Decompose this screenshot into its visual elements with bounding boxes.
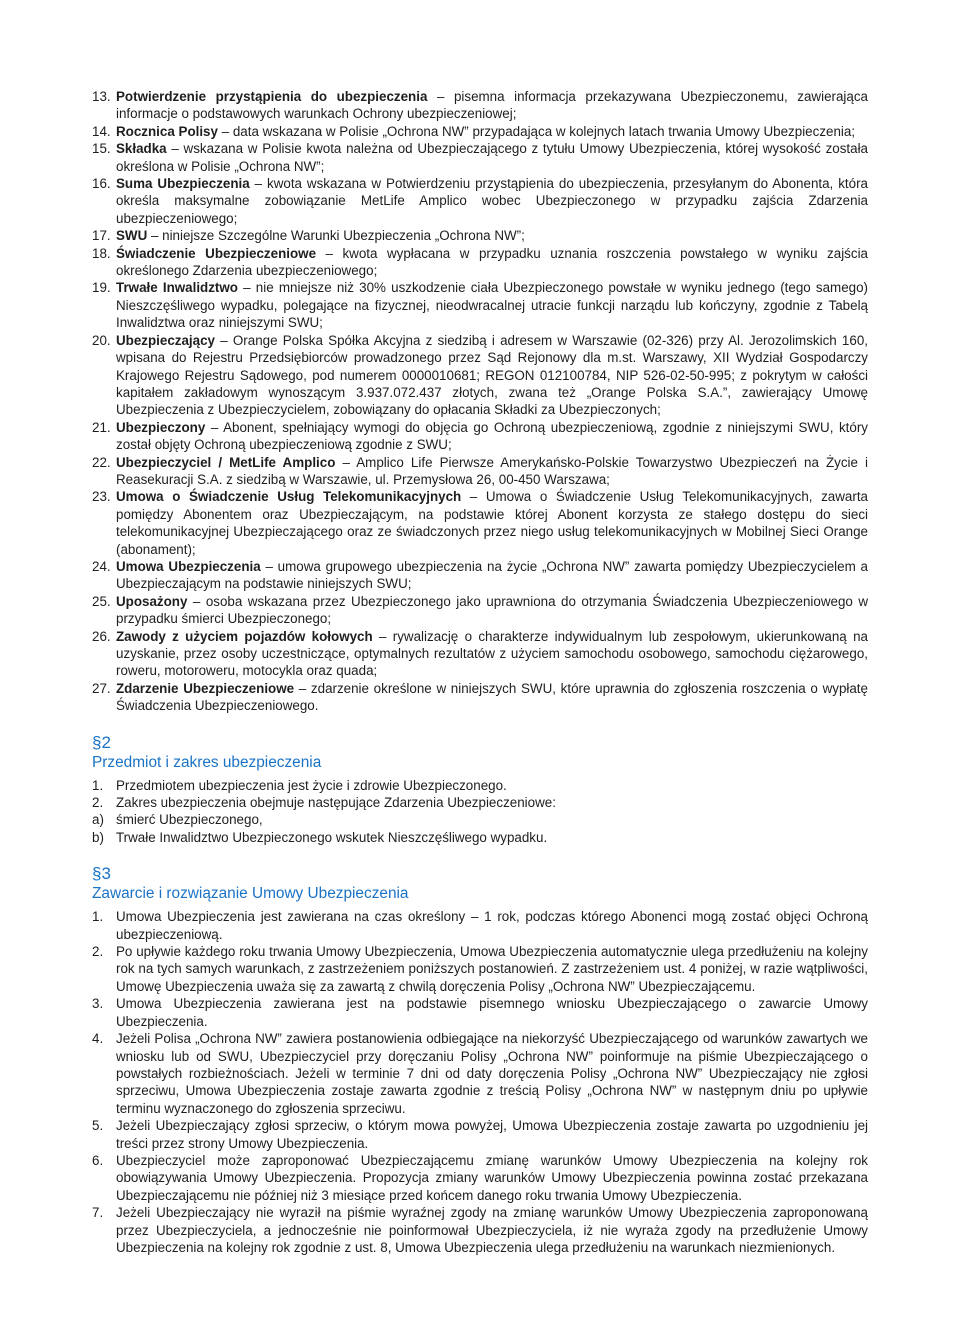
definition-number: 23. <box>92 489 111 505</box>
definition-text: – zdarzenie określone w niniejszych SWU, które uprawnia do zgłoszenia roszczenia o wypłatę Świadczenia Ubezpieczeniowego. <box>116 680 868 714</box>
definition-term: Ubezpieczony <box>116 419 206 435</box>
section-2-items <box>92 777 868 812</box>
definition-text: – wskazana w Polisie kwota należna od Ubezpieczającego z tytułu Umowy Ubezpieczenia, której wysokość została określona w Polisie „Ochrona NW”; <box>116 141 868 174</box>
sub-list-item-number: a) <box>92 812 104 828</box>
sub-list-item <box>92 811 868 828</box>
definition-text: – pisemna informacja przekazywana Ubezpieczonemu, zawierająca informacje o podstawowych warunkach Ochrony ubezpieczeniowej; <box>116 89 869 122</box>
definition-number: 14. <box>92 123 111 139</box>
definition-term: Umowa o Świadczenie Usług Telekomunikacyjnych <box>116 489 462 505</box>
list-item <box>92 794 868 811</box>
definitions-list <box>92 88 868 715</box>
section-3-number: §3 <box>92 864 111 884</box>
list-item <box>92 1030 868 1117</box>
definition-item <box>92 332 868 419</box>
sub-list-item-number: b) <box>92 829 104 845</box>
definition-text: – Abonent, spełniający wymogi do objęcia go Ochroną ubezpieczeniową, zgodnie z niniejszymi SWU, który został objęty Ochroną ubezpieczeniową zgodnie z SWU; <box>116 419 868 453</box>
definition-number: 21. <box>92 419 111 435</box>
list-item-number: 2. <box>92 944 104 960</box>
definition-text: – nie mniejsze niż 30% uszkodzenie ciała Ubezpieczonego powstałe w wyniku jednego (tego samego) Nieszczęśliwego wypadku, polegające na fizycznej, nieodwracalnej utracie funkcji narządu lub kończyny, zgodnie z Tabelą Inwalidztwa oraz niniejszymi SWU; <box>116 280 868 331</box>
definition-term: Zdarzenie Ubezpieczeniowe <box>116 680 295 696</box>
definition-number: 16. <box>92 176 111 192</box>
list-item <box>92 1152 868 1204</box>
list-item-text: Po upływie każdego roku trwania Umowy Ubezpieczenia, Umowa Ubezpieczenia automatycznie ulega przedłużeniu na kolejny rok na tych samych warunkach, z zastrzeżeniem poniższych postanowień. Z zastrzeżeniem ust. 4 poniżej, w razie wątpliwości, Umowę Ubezpieczenia uważa się za zawartą z chwilą doręczenia Polisy „Ochrona NW” Ubezpieczającemu. <box>116 944 868 994</box>
definition-term: Potwierdzenie przystąpienia do ubezpieczenia <box>116 89 428 104</box>
section-2-number: §2 <box>92 732 111 752</box>
list-item-text: Jeżeli Ubezpieczający nie wyraził na piśmie wyraźnej zgody na zmianę warunków Umowy Ubezpieczenia zaproponowaną przez Ubezpieczyciela, a jednocześnie nie poinformował Ubezpieczyciela, iż nie wyraża zgody na przedłużenie Umowy Ubezpieczenia na kolejny rok zgodnie z ust. 8, Umowa Ubezpieczenia ulega przedłużeniu na warunkach niezmienionych. <box>116 1205 868 1255</box>
definition-number: 19. <box>92 280 111 296</box>
list-item <box>92 1117 868 1152</box>
list-item-number: 3. <box>92 996 104 1012</box>
list-item-number: 4. <box>92 1031 104 1047</box>
definition-term: Świadczenie Ubezpieczeniowe <box>116 245 317 261</box>
definition-text: – Amplico Life Pierwsze Amerykańsko-Polskie Towarzystwo Ubezpieczeń na Życie i Reasekuracji S.A. z siedzibą w Warszawie, ul. Przemysłowa 26, 00-450 Warszawa; <box>116 454 868 487</box>
list-item-number: 1. <box>92 777 104 793</box>
definition-term: Umowa Ubezpieczenia <box>116 558 261 574</box>
list-item-text: Umowa Ubezpieczenia jest zawierana na czas określony – 1 rok, podczas którego Abonenci mogą zostać objęci Ochroną ubezpieczeniową. <box>116 909 868 942</box>
list-item-number: 2. <box>92 795 104 811</box>
section-2-title: Przedmiot i zakres ubezpieczenia <box>92 753 322 771</box>
definition-item <box>92 454 868 489</box>
section-2 <box>92 733 868 847</box>
definition-text: – umowa grupowego ubezpieczenia na życie „Ochrona NW” zawarta pomiędzy Ubezpieczycielem a Ubezpieczającym na podstawie niniejszych SWU; <box>116 558 868 592</box>
list-item <box>92 995 868 1030</box>
definition-number: 24. <box>92 558 111 574</box>
section-3-title: Zawarcie i rozwiązanie Umowy Ubezpieczenia <box>92 885 409 903</box>
definition-number: 27. <box>92 680 111 696</box>
definition-item <box>92 419 868 454</box>
definition-number: 18. <box>92 245 111 261</box>
section-2-subitems <box>92 811 868 846</box>
sub-list-item-text: śmierć Ubezpieczonego, <box>116 812 263 828</box>
list-item <box>92 943 868 995</box>
definition-item <box>92 227 868 244</box>
list-item <box>92 1204 868 1256</box>
definition-term: Składka <box>116 141 167 157</box>
list-item-text: Jeżeli Ubezpieczający zgłosi sprzeciw, o którym mowa powyżej, Umowa Ubezpieczenia zostaje zawarta po uzgodnieniu jej treści przez strony Umowy Ubezpieczenia. <box>116 1118 868 1151</box>
definition-term: Rocznica Polisy <box>116 123 218 139</box>
definition-term: Ubezpieczyciel / MetLife Amplico <box>116 454 336 470</box>
definition-item <box>92 593 868 628</box>
list-item-text: Przedmiotem ubezpieczenia jest życie i zdrowie Ubezpieczonego. <box>116 777 507 793</box>
definition-term: Uposażony <box>116 593 188 609</box>
list-item <box>92 777 868 794</box>
definition-term: Trwałe Inwalidztwo <box>116 280 238 296</box>
definition-item <box>92 628 868 680</box>
definition-number: 15. <box>92 141 111 157</box>
definition-item <box>92 558 868 593</box>
definition-term: Suma Ubezpieczenia <box>116 176 250 192</box>
definition-item <box>92 680 868 715</box>
definition-item <box>92 175 868 227</box>
list-item-text: Ubezpieczyciel może zaproponować Ubezpieczającemu zmianę warunków Umowy Ubezpieczenia na kolejny rok obowiązywania Umowy Ubezpieczenia. Propozycja zmiany warunków Umowy Ubezpieczenia powinna zostać przekazana Ubezpieczającemu nie później niż 3 miesiące przed końcem danego roku trwania Umowy Ubezpieczenia. <box>116 1152 868 1203</box>
definition-item <box>92 245 868 280</box>
document-content <box>92 88 868 1256</box>
definition-text: – kwota wypłacana w przypadku uznania roszczenia powstałego w wyniku zajścia określonego Zdarzenia ubezpieczeniowego; <box>116 245 868 279</box>
definition-text: – data wskazana w Polisie „Ochrona NW” przypadająca w kolejnych latach trwania Umowy Ubezpieczenia; <box>217 123 856 139</box>
list-item <box>92 908 868 943</box>
list-item-text: Zakres ubezpieczenia obejmuje następujące Zdarzenia Ubezpieczeniowe: <box>116 795 556 811</box>
list-item-number: 7. <box>92 1205 104 1221</box>
definition-text: – Orange Polska Spółka Akcyjna z siedzibą i adresem w Warszawie (02-326) przy Al. Jerozolimskich 160, wpisana do Rejestru Przedsiębiorców prowadzonego przez Sąd Rejonowy dla m.st. Warszawy, XII Wydział Gospodarczy Krajowego Rejestru Sądowego, pod numerem 0000010681; REGON 012100784, NIP 526-02-50-995; z pokrytym w całości kapitałem zakładowym wynoszącym 3.937.072.437 złotych, zwana też „Orange Polska S.A.”, zawierający Umowę Ubezpieczenia z Ubezpieczycielem, zobowiązany do opłacania Składki za Ubezpieczonych; <box>116 332 868 418</box>
definition-number: 17. <box>92 228 111 244</box>
section-3 <box>92 864 868 1256</box>
definition-text: – Umowa o Świadczenie Usług Telekomunikacyjnych, zawarta pomiędzy Abonentem oraz Ubezpieczającym, na podstawie której Abonent korzysta ze stałego dostępu do sieci telekomunikacyjnej Ubezpieczającego oraz ze świadczonych przez niego usług telekomunikacyjnych w Mobilnej Sieci Orange (abonament); <box>116 489 868 557</box>
definition-term: Zawody z użyciem pojazdów kołowych <box>116 628 373 644</box>
definition-number: 25. <box>92 593 111 609</box>
definition-number: 13. <box>92 89 111 104</box>
definition-text: – osoba wskazana przez Ubezpieczonego jako uprawniona do otrzymania Świadczenia Ubezpieczeniowego w przypadku śmierci Ubezpieczonego; <box>116 593 868 627</box>
definition-number: 20. <box>92 332 111 348</box>
definition-item <box>92 123 868 140</box>
definition-text: – rywalizację o charakterze indywidualnym lub zespołowym, ukierunkowaną na uzyskanie, przez osoby uczestniczące, optymalnych rezultatów z użyciem samochodu osobowego, samochodu ciężarowego, roweru, motoroweru, motocykla oraz quada; <box>116 628 868 679</box>
section-3-items <box>92 908 868 1256</box>
list-item-text: Jeżeli Polisa „Ochrona NW” zawiera postanowienia odbiegające na niekorzyść Ubezpieczającego od warunków zawartych we wniosku lub od SWU, Ubezpieczyciel przy doręczaniu Polisy „Ochrona NW” poinformuje na piśmie Ubezpieczającego o powstałych rozbieżnościach. Jeżeli w terminie 7 dni od daty doręczenia Polisy „Ochrona NW” Ubezpieczający nie zgłosi sprzeciwu, Umowa Ubezpieczenia zostaje zawarta zgodnie z treścią Polisy „Ochrona NW” w następnym dniu po upływie terminu wyznaczonego do zgłoszenia sprzeciwu. <box>116 1031 868 1116</box>
definition-item <box>92 88 868 123</box>
definition-number: 26. <box>92 628 111 644</box>
definition-term: SWU <box>116 228 148 244</box>
definition-item <box>92 488 868 558</box>
definition-number: 22. <box>92 454 111 470</box>
definition-term: Ubezpieczający <box>116 332 215 348</box>
list-item-number: 1. <box>92 909 104 925</box>
list-item-number: 5. <box>92 1118 104 1134</box>
definition-text: – niniejsze Szczególne Warunki Ubezpieczenia „Ochrona NW”; <box>147 228 525 244</box>
list-item-text: Umowa Ubezpieczenia zawierana jest na podstawie pisemnego wniosku Ubezpieczającego o zawarcie Umowy Ubezpieczenia. <box>116 996 868 1029</box>
sub-list-item-text: Trwałe Inwalidztwo Ubezpieczonego wskutek Nieszczęśliwego wypadku. <box>116 829 548 845</box>
definition-text: – kwota wskazana w Potwierdzeniu przystąpienia do ubezpieczenia, przesyłanym do Abonenta, która określa maksymalne zobowiązanie MetLife Amplico wobec Ubezpieczonego w przypadku zajścia Zdarzenia ubezpieczeniowego; <box>116 176 868 226</box>
sub-list-item <box>92 829 868 846</box>
definition-item <box>92 140 868 175</box>
list-item-number: 6. <box>92 1152 104 1168</box>
definition-item <box>92 279 868 331</box>
